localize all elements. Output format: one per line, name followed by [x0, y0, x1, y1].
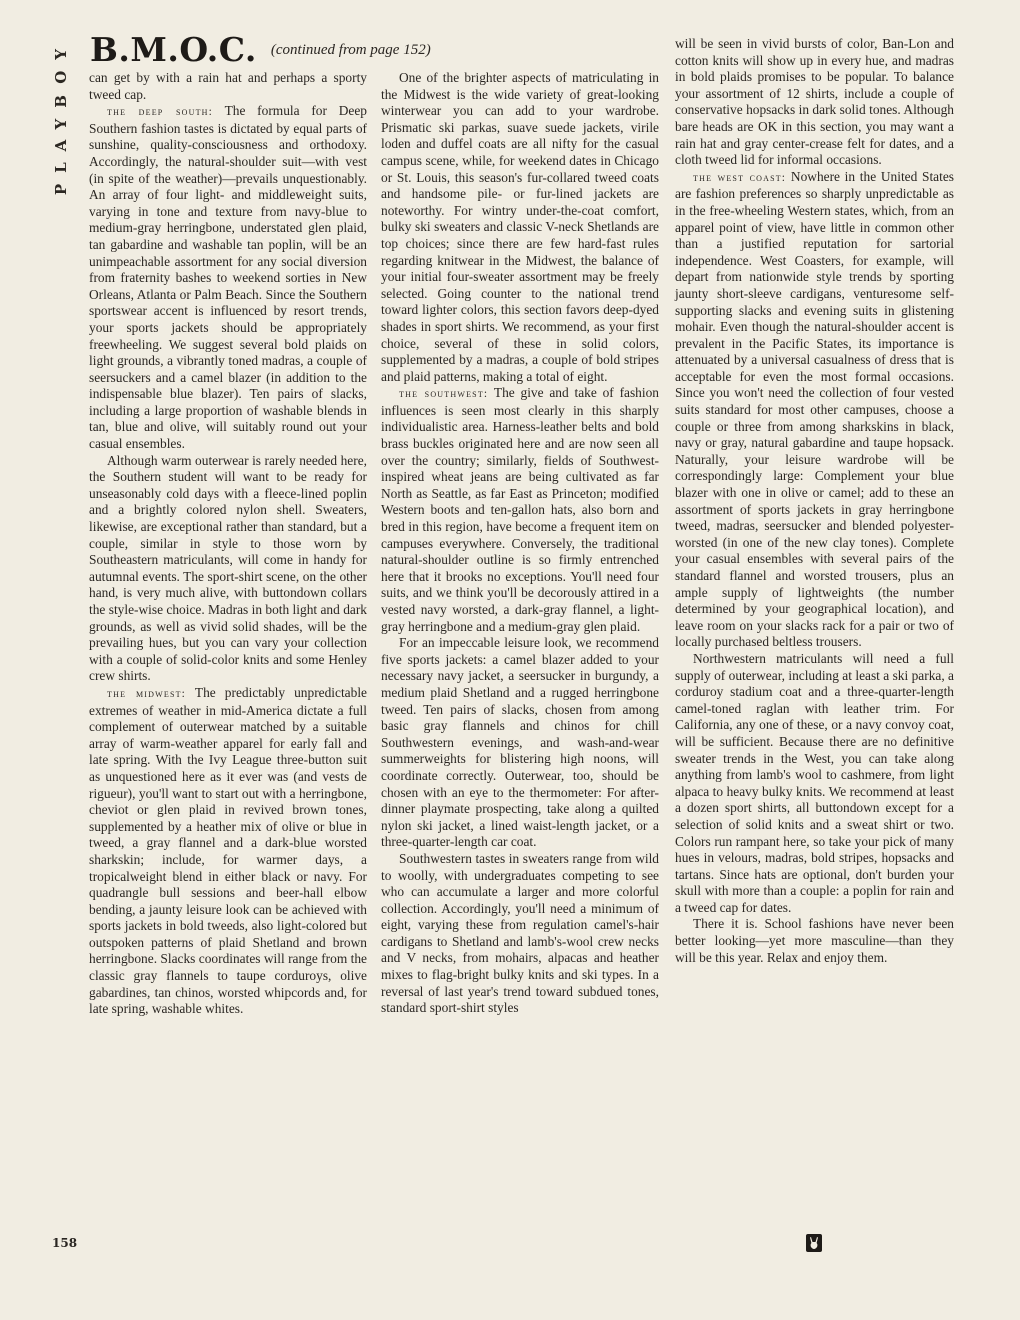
- page-number: 158: [52, 1236, 78, 1250]
- paragraph: [381, 635, 659, 851]
- section-subhead: the west coast:: [693, 171, 787, 184]
- paragraph-text: For an impeccable leisure look, we recommend five sports jackets: a camel blazer added to your necessary navy jacket, a seersucker in burgundy, a medium plaid Shetland and a rugged herringbone tweed. Ten pairs of slacks, chosen from among basic gray flannels and chinos for chill Southwestern evenings, and wash-and-wear summerweights for blistering high noons, will coordinate correctly. Outerwear, too, should be chosen with an eye to the thermometer: For after-dinner playmate prospecting, take along a quilted nylon ski jacket, a lined waist-length jacket, or a three-quarter-length car coat.: [381, 635, 659, 850]
- magazine-name-vertical: PLAYBOY: [52, 38, 70, 196]
- article-title: B.M.O.C.: [90, 30, 257, 69]
- paragraph: [675, 169, 954, 651]
- paragraph-text: Southwestern tastes in sweaters range from wild to woolly, with undergraduates competing to see who can accumulate a larger and more colorful collection. Accordingly, you'll need a minimum of eight, varying these from regulation camel's-hair cardigans to Shetland and lamb's-wool crew necks and V necks, from mohairs, alpacas and heather mixes to flag-bright bulky knits and ski types. In a reversal of last year's trend toward subdued tones, standard sport-shirt styles: [381, 850, 659, 1016]
- paragraph-text: There it is. School fashions have never been better looking—yet more masculine—than they will be this year. Relax and enjoy them.: [675, 916, 954, 965]
- continued-note: (continued from page 152): [270, 42, 431, 58]
- section-subhead: the deep south:: [107, 106, 214, 119]
- paragraph-text: The predictably unpredictable extremes of weather in mid-America dictate a full complement of outerwear matched by a suitable array of warm-weather apparel for early fall and late spring. With the Ivy League three-button suit as unquestioned here as it ever was (and vests de rigueur), you'll want to start out with a herringbone, cheviot or glen plaid in revived brown tones, supplemented by a heather mix of olive or blue in tweed, a gray flannel and a dark-blue worsted sharkskin; include, for warmer days, a tropicalweight blend in either black or navy. For quadrangle bull sessions and beer-hall elbow bending, a jaunty leisure look can be achieved with sports jackets in bold tweeds, also light-colored but outspoken patterns of plaid Shetland and brown herringbone. Slacks coordinates will range from the classic gray flannels to taupe corduroys, olive gabardines, tan chinos, worsted whipcords and, for late spring, washable whites.: [89, 684, 367, 1017]
- column-1: [89, 70, 367, 1260]
- paragraph: [675, 651, 954, 917]
- paragraph: [89, 453, 367, 685]
- paragraph: [381, 851, 659, 1017]
- column-2: [381, 70, 659, 1260]
- paragraph-text: Although warm outerwear is rarely needed here, the Southern student will want to be ready for unseasonably cold days with a fleece-lined poplin and a brightly colored nylon shell. Sweaters, likewise, are exceptional rather than standard, but a couple, similar in style to those worn by Southeastern matriculants, will come in handy for autumnal events. The sport-shirt scene, on the other hand, is very much alive, with buttondown collars the style-wise choice. Madras in both light and dark grounds, as well as vivid solid shades, will be the prevailing hues, but you can vary your collection with a couple of solid-color knits and some Henley crew shirts.: [89, 452, 367, 684]
- paragraph-text: will be seen in vivid bursts of color, Ban-Lon and cotton knits will show up in every hue, and madras in bold plaids promises to be popular. To balance your assortment of 12 shirts, include a couple of conservative hopsacks in dark solid tones. Although bare heads are OK in this section, you may want a rain hat and gray center-crease felt for dates, and a cloth tweed lid for informal occasions.: [675, 36, 954, 168]
- paragraph-text: Nowhere in the United States are fashion preferences so sharply unpredictable as in the free-wheeling Western states, which, from an apparel point of view, have little in common other than a justified reputation for sartorial independence. West Coasters, for example, will depart from nationwide style trends by sporting jaunty short-sleeve cardigans, venturesome self-supporting slacks and evening suits in glistening mohair. Even though the natural-shoulder accent is prevalent in the Pacific States, its importance is attenuated by a universal casualness of dress that is acceptable for even the most formal occasions. Since you won't need the collection of four vested suits standard for most other campuses, choose a couple or three from among sharkskins in black, navy or gray, natural gabardine and taupe hopsack. Naturally, your leisure wardrobe will be correspondingly large: Complement your blue blazer with one in olive or camel; add to these an assortment of sports jackets in gray herringbone tweed, madras, seersucker and blended polyester-worsted (in one of the new clay tones). Complete your casual ensembles with several pairs of the standard flannel and worsted trousers, plus an ample supply of lightweights (the number determined by your geographical location), and leave room on your slacks rack for a pair or two of locally purchased beltless trousers.: [675, 168, 954, 650]
- paragraph: [381, 385, 659, 635]
- article-header: [90, 30, 650, 72]
- paragraph: [89, 103, 367, 452]
- paragraph: [381, 70, 659, 385]
- section-subhead: the southwest:: [399, 388, 489, 401]
- rabbit-end-mark-icon: [806, 1234, 822, 1252]
- paragraph: [675, 916, 954, 966]
- paragraph: [675, 36, 954, 169]
- section-subhead: the midwest:: [107, 687, 187, 700]
- paragraph: [89, 685, 367, 1018]
- paragraph-text: Northwestern matriculants will need a full supply of outerwear, including at least a ski parka, a corduroy stadium coat and a three-quarter-length camel-toned raglan with leather trim. For California, any one of these, or a navy convoy coat, will be sufficient. Because there are no definitive sweater trends in the West, you can take along anything from lamb's wool to cashmere, from light alpaca to heavy bulky knits. We recommend at least a dozen sport shirts, all buttondown except for a selection of solid knits and a sweat shirt or two. Colors run rampant here, so take your pick of many hues in velours, madras, bold stripes, hopsacks and tartans. Since hats are optional, don't burden your skull with more than a couple: a poplin for rain and a tweed cap for dates.: [675, 650, 954, 915]
- paragraph-text: The formula for Deep Southern fashion tastes is dictated by equal parts of sunshine, quality-consciousness and orthodoxy. Accordingly, the natural-shoulder suit—with vest (in spite of the weather)—prevails unquestionably. An array of four light- and middleweight suits, varying in tone and texture from navy-blue to medium-gray herringbone, understated glen plaid, tan gabardine and washable tan poplin, will be an unimpeachable assortment for any social diversion from fraternity bashes to weekend sorties in New Orleans, Atlanta or Palm Beach. Since the Southern sportswear accent is influenced by resort trends, your sports jackets should be appropriately freewheeling. We suggest several bold plaids on light grounds, a vibrantly toned madras, a couple of seersuckers and a camel blazer (in addition to the indispensable blue blazer). Ten pairs of slacks, including a large proportion of washable blends in tan, blue and olive, will suitably round out your casual ensembles.: [89, 103, 367, 452]
- paragraph-text: The give and take of fashion influences is seen most clearly in this sharply individualistic area. Harness-leather belts and bold brass buckles originated here and are now seen all over the country; similarly, fields of Southwest-inspired wheat jeans are being cultivated as far North as Seattle, as far East as Princeton; modified Western boots and ten-gallon hats, also born and bred in this region, have become a frequent item on campuses everywhere. Conversely, the traditional natural-shoulder outline is so firmly entrenched here that it brooks no exceptions. You'll need four suits, and we think you'll be decorously attired in a vested navy worsted, a dark-gray flannel, a light-gray herringbone and a medium-gray glen plaid.: [381, 385, 659, 634]
- paragraph-text: can get by with a rain hat and perhaps a sporty tweed cap.: [89, 70, 367, 102]
- paragraph: [89, 70, 367, 103]
- paragraph-text: One of the brighter aspects of matriculating in the Midwest is the wide variety of great-looking winterwear you can add to your wardrobe. Prismatic ski parkas, suave suede jackets, virile loden and duffel coats are all nifty for the casual campus scene, while, for weekend dates in Chicago or St. Louis, this season's fur-collared tweed coats and handsome pile- or fur-lined jackets are noteworthy. For wintry under-the-coat comfort, bulky ski sweaters and classic V-neck Shetlands are top choices; since there are few hard-fast rules regarding knitwear in the Midwest, the balance of your initial four-sweater assortment may be freely selected. Going counter to the national trend toward lighter colors, this section favors deep-dyed shades in sport shirts. We recommend, as your first choice, several of these in solid colors, supplemented by a madras, a couple of bold stripes and plaid patterns, making a total of eight.: [381, 70, 659, 384]
- column-3: [675, 36, 954, 1226]
